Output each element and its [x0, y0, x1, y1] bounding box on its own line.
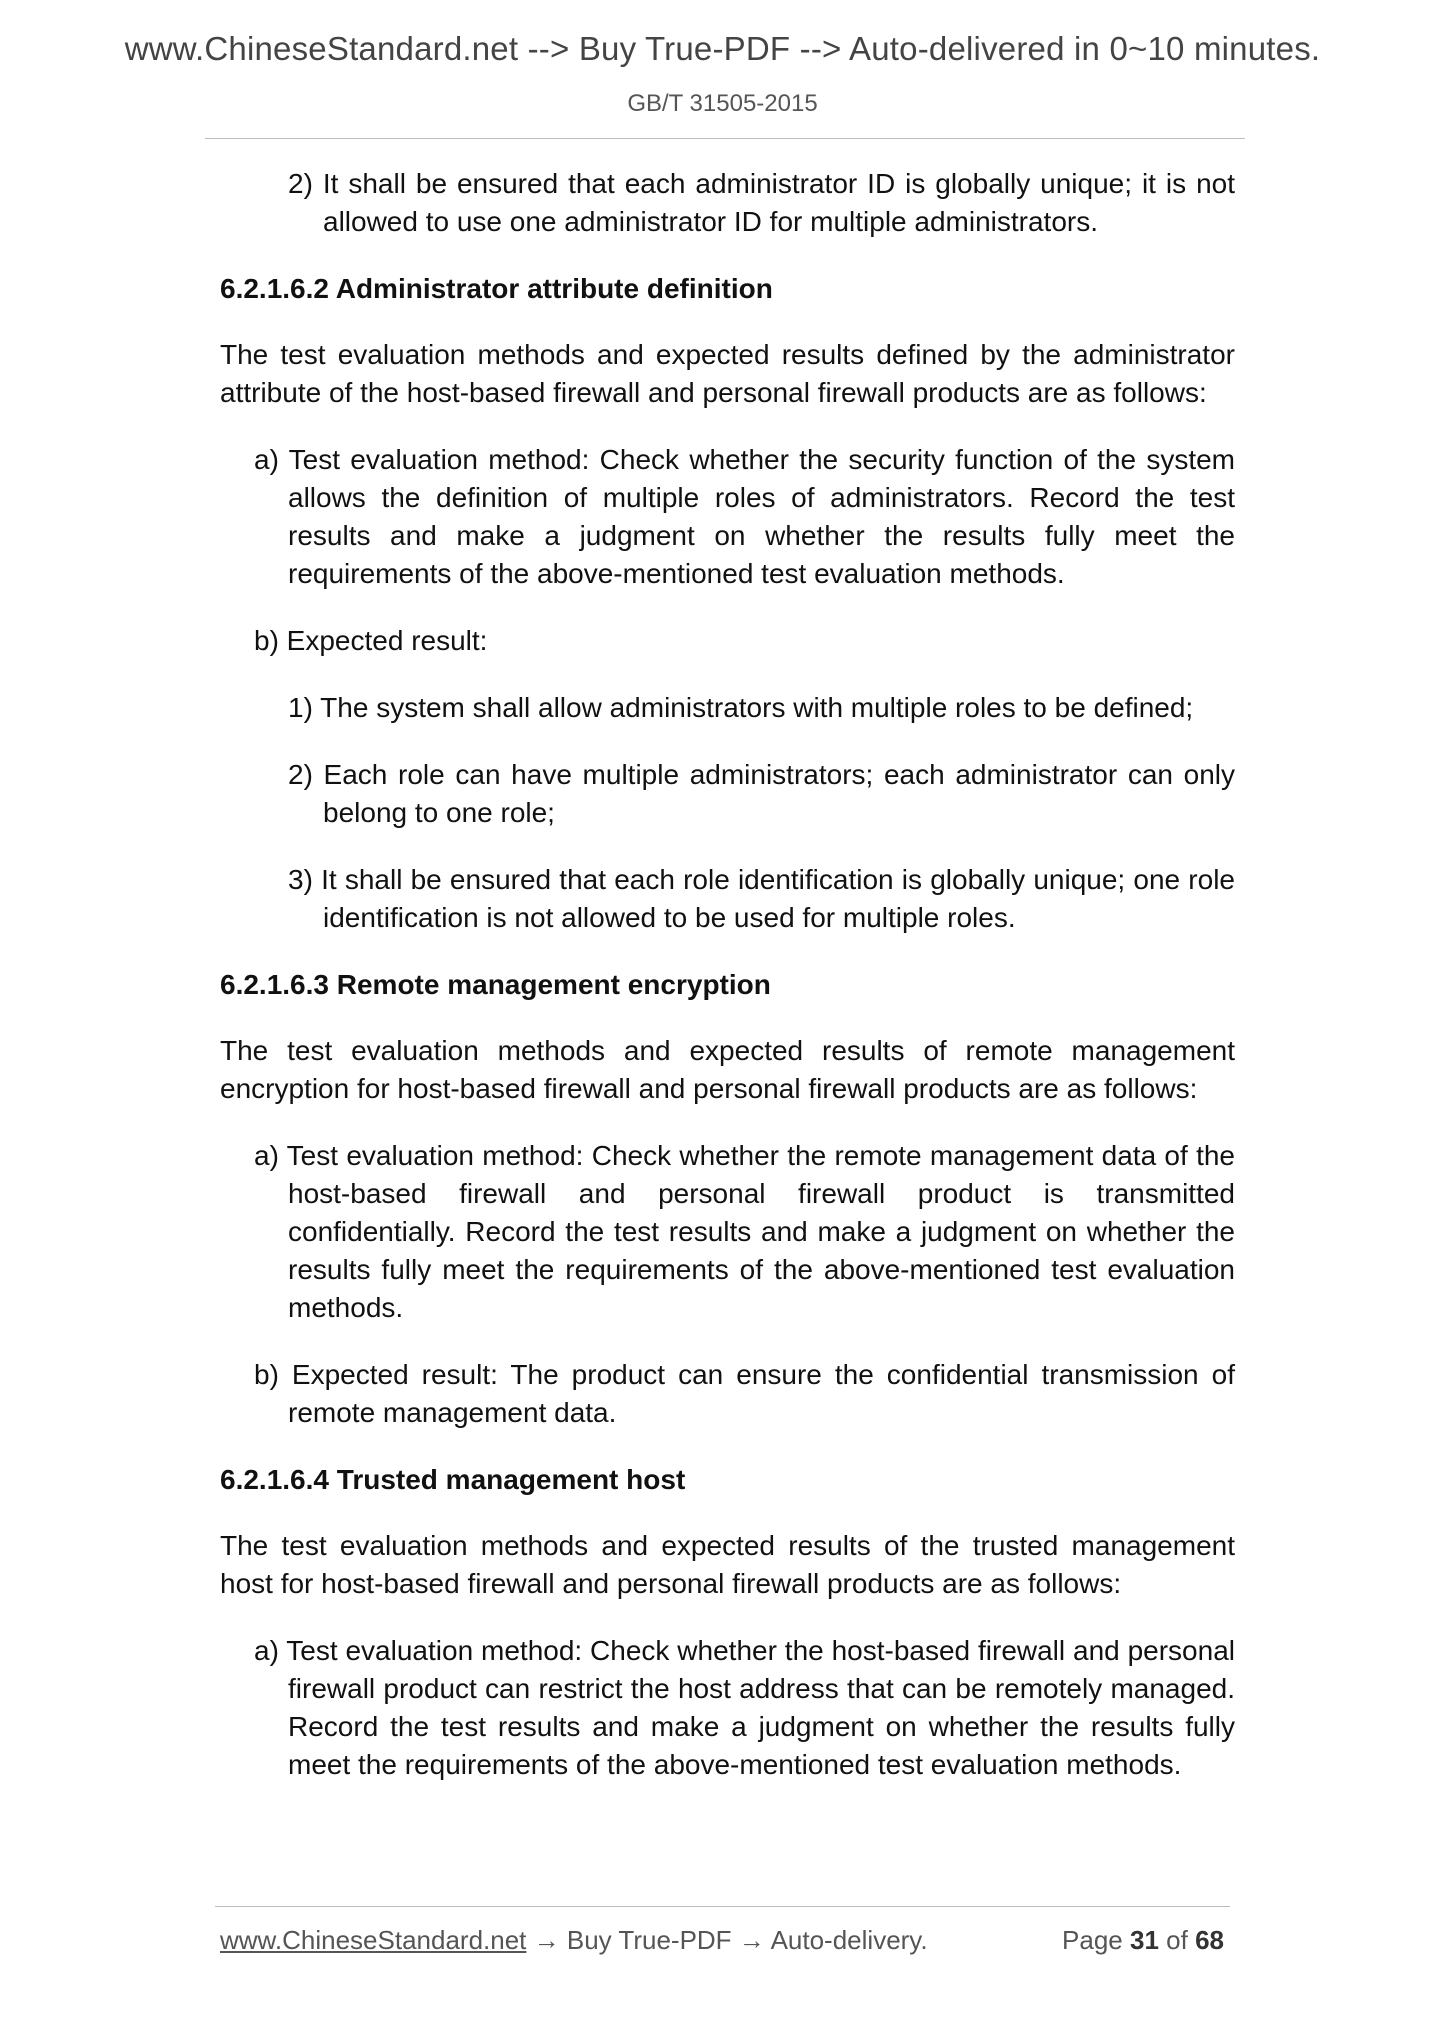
current-page: 31: [1130, 1925, 1159, 1955]
footer-divider: [215, 1906, 1230, 1907]
site-banner: www.ChineseStandard.net --> Buy True-PDF --> Auto-delivered in 0~10 minutes.: [124, 30, 1321, 67]
list-item: a) Test evaluation method: Check whether the remote management data of the host-based firewall and personal firewall product is transmitted confidentially. Record the test results and make a judgment on whether the results fully meet the requirements of the above-mentioned test evaluation methods.: [254, 1140, 1235, 1323]
list-item: b) Expected result: The product can ensure the confidential transmission of remote management data.: [254, 1359, 1235, 1428]
list-item: 1) The system shall allow administrators with multiple roles to be defined;: [288, 692, 1194, 723]
document-body: [220, 165, 1235, 1813]
list-item: b) Expected result:: [254, 625, 488, 656]
section-heading: 6.2.1.6.4 Trusted management host: [220, 1464, 686, 1495]
section-heading: 6.2.1.6.3 Remote management encryption: [220, 969, 771, 1000]
footer-left: [220, 1925, 928, 1956]
paragraph: The test evaluation methods and expected results of the trusted management host for host-based firewall and personal firewall products are as follows:: [220, 1530, 1235, 1599]
of-label: of: [1166, 1925, 1188, 1955]
list-item: a) Test evaluation method: Check whether the host-based firewall and personal firewall product can restrict the host address that can be remotely managed. Record the test results and make a judgment on whether the results fully meet the requirements of the above-mentioned test evaluation methods.: [254, 1635, 1235, 1780]
footer-suffix: → Buy True-PDF → Auto-delivery.: [526, 1925, 928, 1955]
paragraph: The test evaluation methods and expected results of remote management encryption for host-based firewall and personal firewall products are as follows:: [220, 1035, 1235, 1104]
total-pages: 68: [1195, 1925, 1224, 1955]
page-label: Page: [1062, 1925, 1123, 1955]
header-divider: [205, 138, 1245, 139]
list-item: 3) It shall be ensured that each role identification is globally unique; one role identification is not allowed to be used for multiple roles.: [288, 864, 1235, 933]
paragraph: The test evaluation methods and expected results defined by the administrator attribute of the host-based firewall and personal firewall products are as follows:: [220, 339, 1235, 408]
list-item: 2) It shall be ensured that each administrator ID is globally unique; it is not allowed to use one administrator ID for multiple administrators.: [288, 168, 1235, 237]
page-number: [1062, 1925, 1224, 1956]
site-link[interactable]: www.ChineseStandard.net: [220, 1925, 527, 1955]
section-heading: 6.2.1.6.2 Administrator attribute definition: [220, 273, 773, 304]
standard-code: GB/T 31505-2015: [627, 90, 818, 117]
list-item: a) Test evaluation method: Check whether the security function of the system allows the definition of multiple roles of administrators. Record the test results and make a judgment on whether the results fully meet the requirements of the above-mentioned test evaluation methods.: [254, 444, 1235, 589]
list-item: 2) Each role can have multiple administrators; each administrator can only belong to one role;: [288, 759, 1235, 828]
